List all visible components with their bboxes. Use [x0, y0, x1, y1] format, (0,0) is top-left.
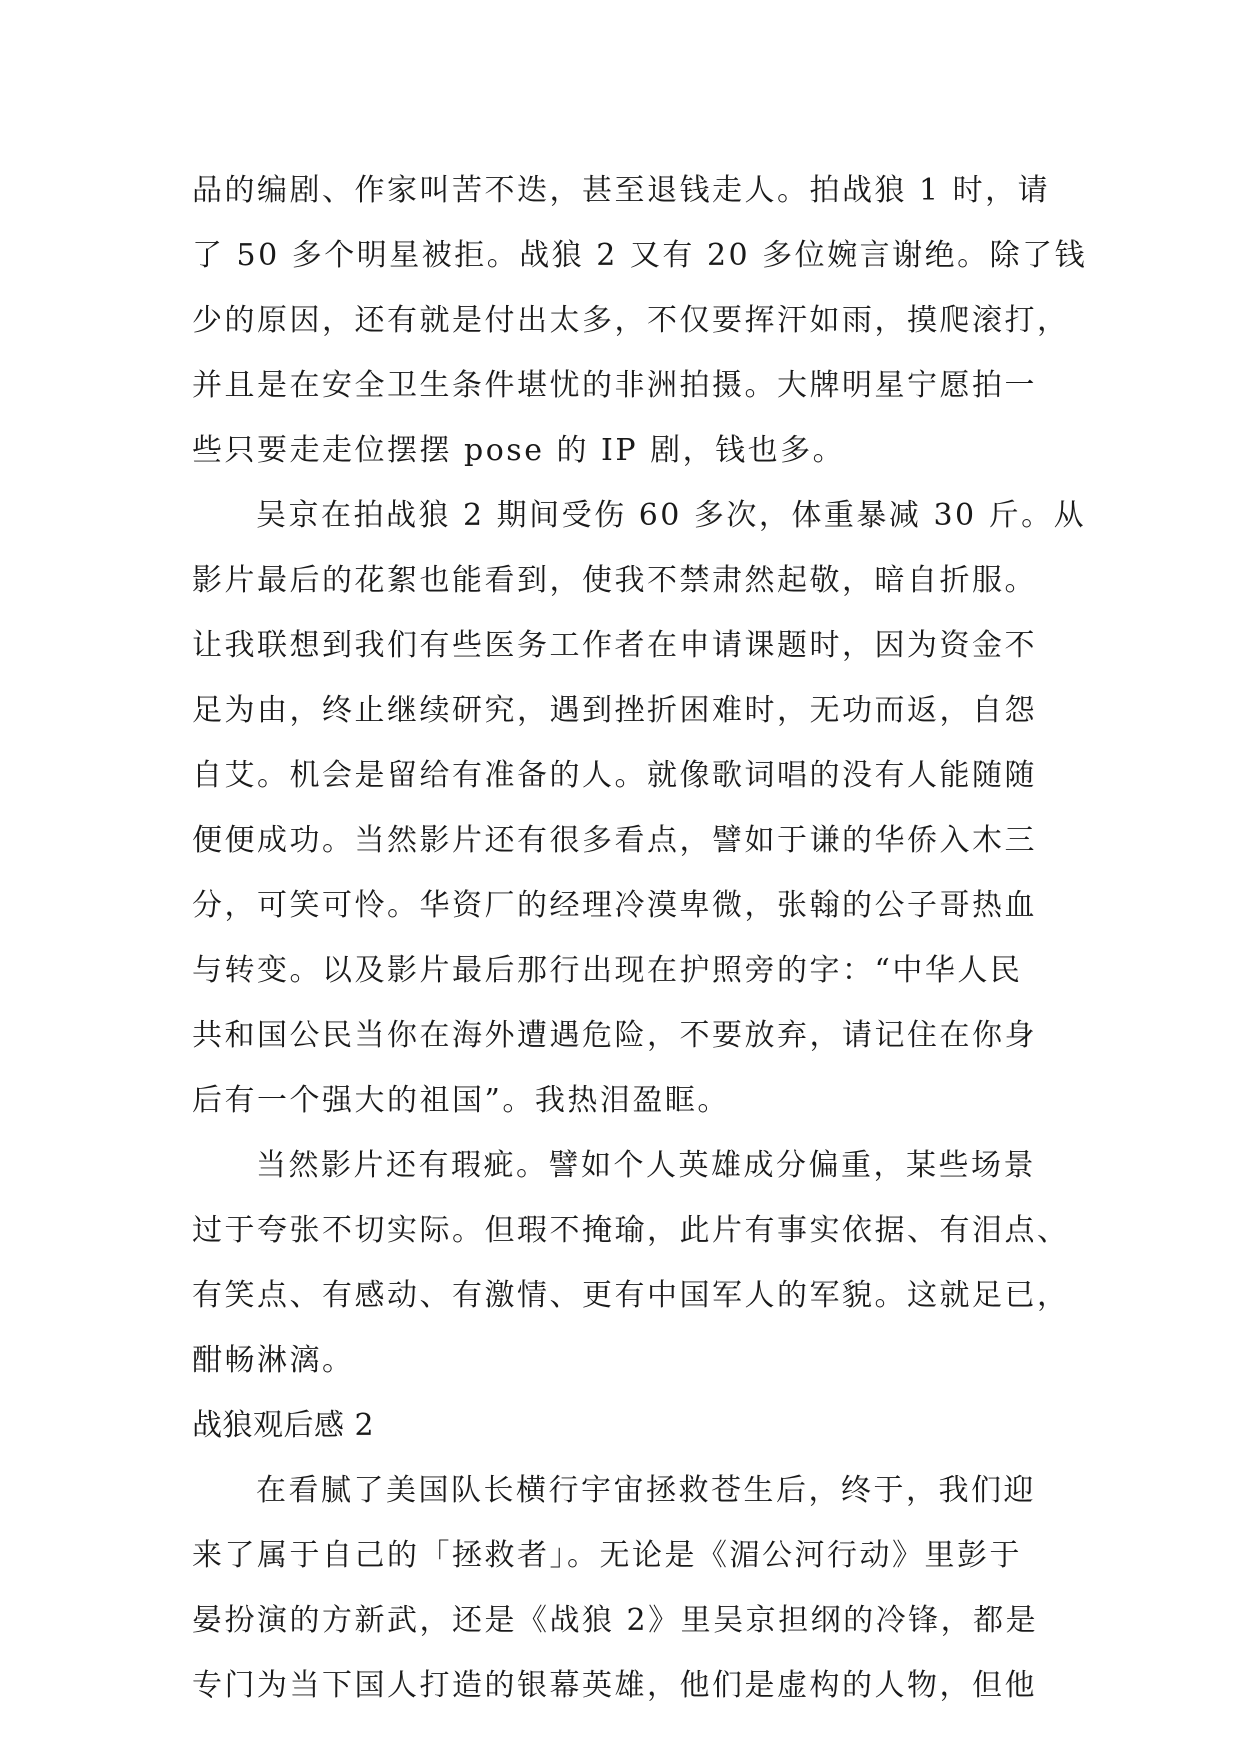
text-line: 有笑点、有感动、有激情、更有中国军人的军貌。这就足已， [192, 1278, 1070, 1313]
text-line: 影片最后的花絮也能看到，使我不禁肃然起敬，暗自折服。 [192, 563, 1037, 598]
text-line: 足为由，终止继续研究，遇到挫折困难时，无功而返，自怨 [192, 693, 1037, 728]
text-line: 与转变。以及影片最后那行出现在护照旁的字：“中华人民 [192, 953, 1023, 988]
text-line: 在看腻了美国队长横行宇宙拯救苍生后，终于，我们迎 [256, 1473, 1036, 1508]
text-line: 并且是在安全卫生条件堪忧的非洲拍摄。大牌明星宁愿拍一 [192, 368, 1037, 403]
text-line: 自艾。机会是留给有准备的人。就像歌词唱的没有人能随随 [192, 758, 1037, 793]
text-line: 共和国公民当你在海外遭遇危险，不要放弃，请记住在你身 [192, 1018, 1037, 1053]
section-heading: 战狼观后感 2 [192, 1408, 375, 1443]
text-line: 来了属于自己的「拯救者」。无论是《湄公河行动》里彭于 [192, 1538, 1022, 1573]
text-line: 专门为当下国人打造的银幕英雄，他们是虚构的人物，但他 [192, 1668, 1037, 1703]
text-line: 品的编剧、作家叫苦不迭，甚至退钱走人。拍战狼 1 时，请 [192, 173, 1051, 208]
text-line: 吴京在拍战狼 2 期间受伤 60 多次，体重暴减 30 斤。从 [256, 498, 1087, 533]
text-line: 些只要走走位摆摆 pose 的 IP 剧，钱也多。 [192, 433, 846, 468]
text-line: 分，可笑可怜。华资厂的经理冷漠卑微，张翰的公子哥热血 [192, 888, 1037, 923]
text-line: 少的原因，还有就是付出太多，不仅要挥汗如雨，摸爬滚打， [192, 303, 1070, 338]
text-line: 了 50 多个明星被拒。战狼 2 又有 20 多位婉言谢绝。除了钱 [192, 238, 1088, 273]
text-line: 过于夸张不切实际。但瑕不掩瑜，此片有事实依据、有泪点、 [192, 1213, 1070, 1248]
text-line: 让我联想到我们有些医务工作者在申请课题时，因为资金不 [192, 628, 1037, 663]
text-line: 便便成功。当然影片还有很多看点，譬如于谦的华侨入木三 [192, 823, 1037, 858]
text-line: 当然影片还有瑕疵。譬如个人英雄成分偏重，某些场景 [256, 1148, 1036, 1183]
text-line: 晏扮演的方新武，还是《战狼 2》里吴京担纲的冷锋，都是 [192, 1603, 1039, 1638]
text-line: 酣畅淋漓。 [192, 1343, 355, 1378]
document-page [192, 158, 1088, 1718]
text-line: 后有一个强大的祖国”。我热泪盈眶。 [192, 1083, 730, 1118]
